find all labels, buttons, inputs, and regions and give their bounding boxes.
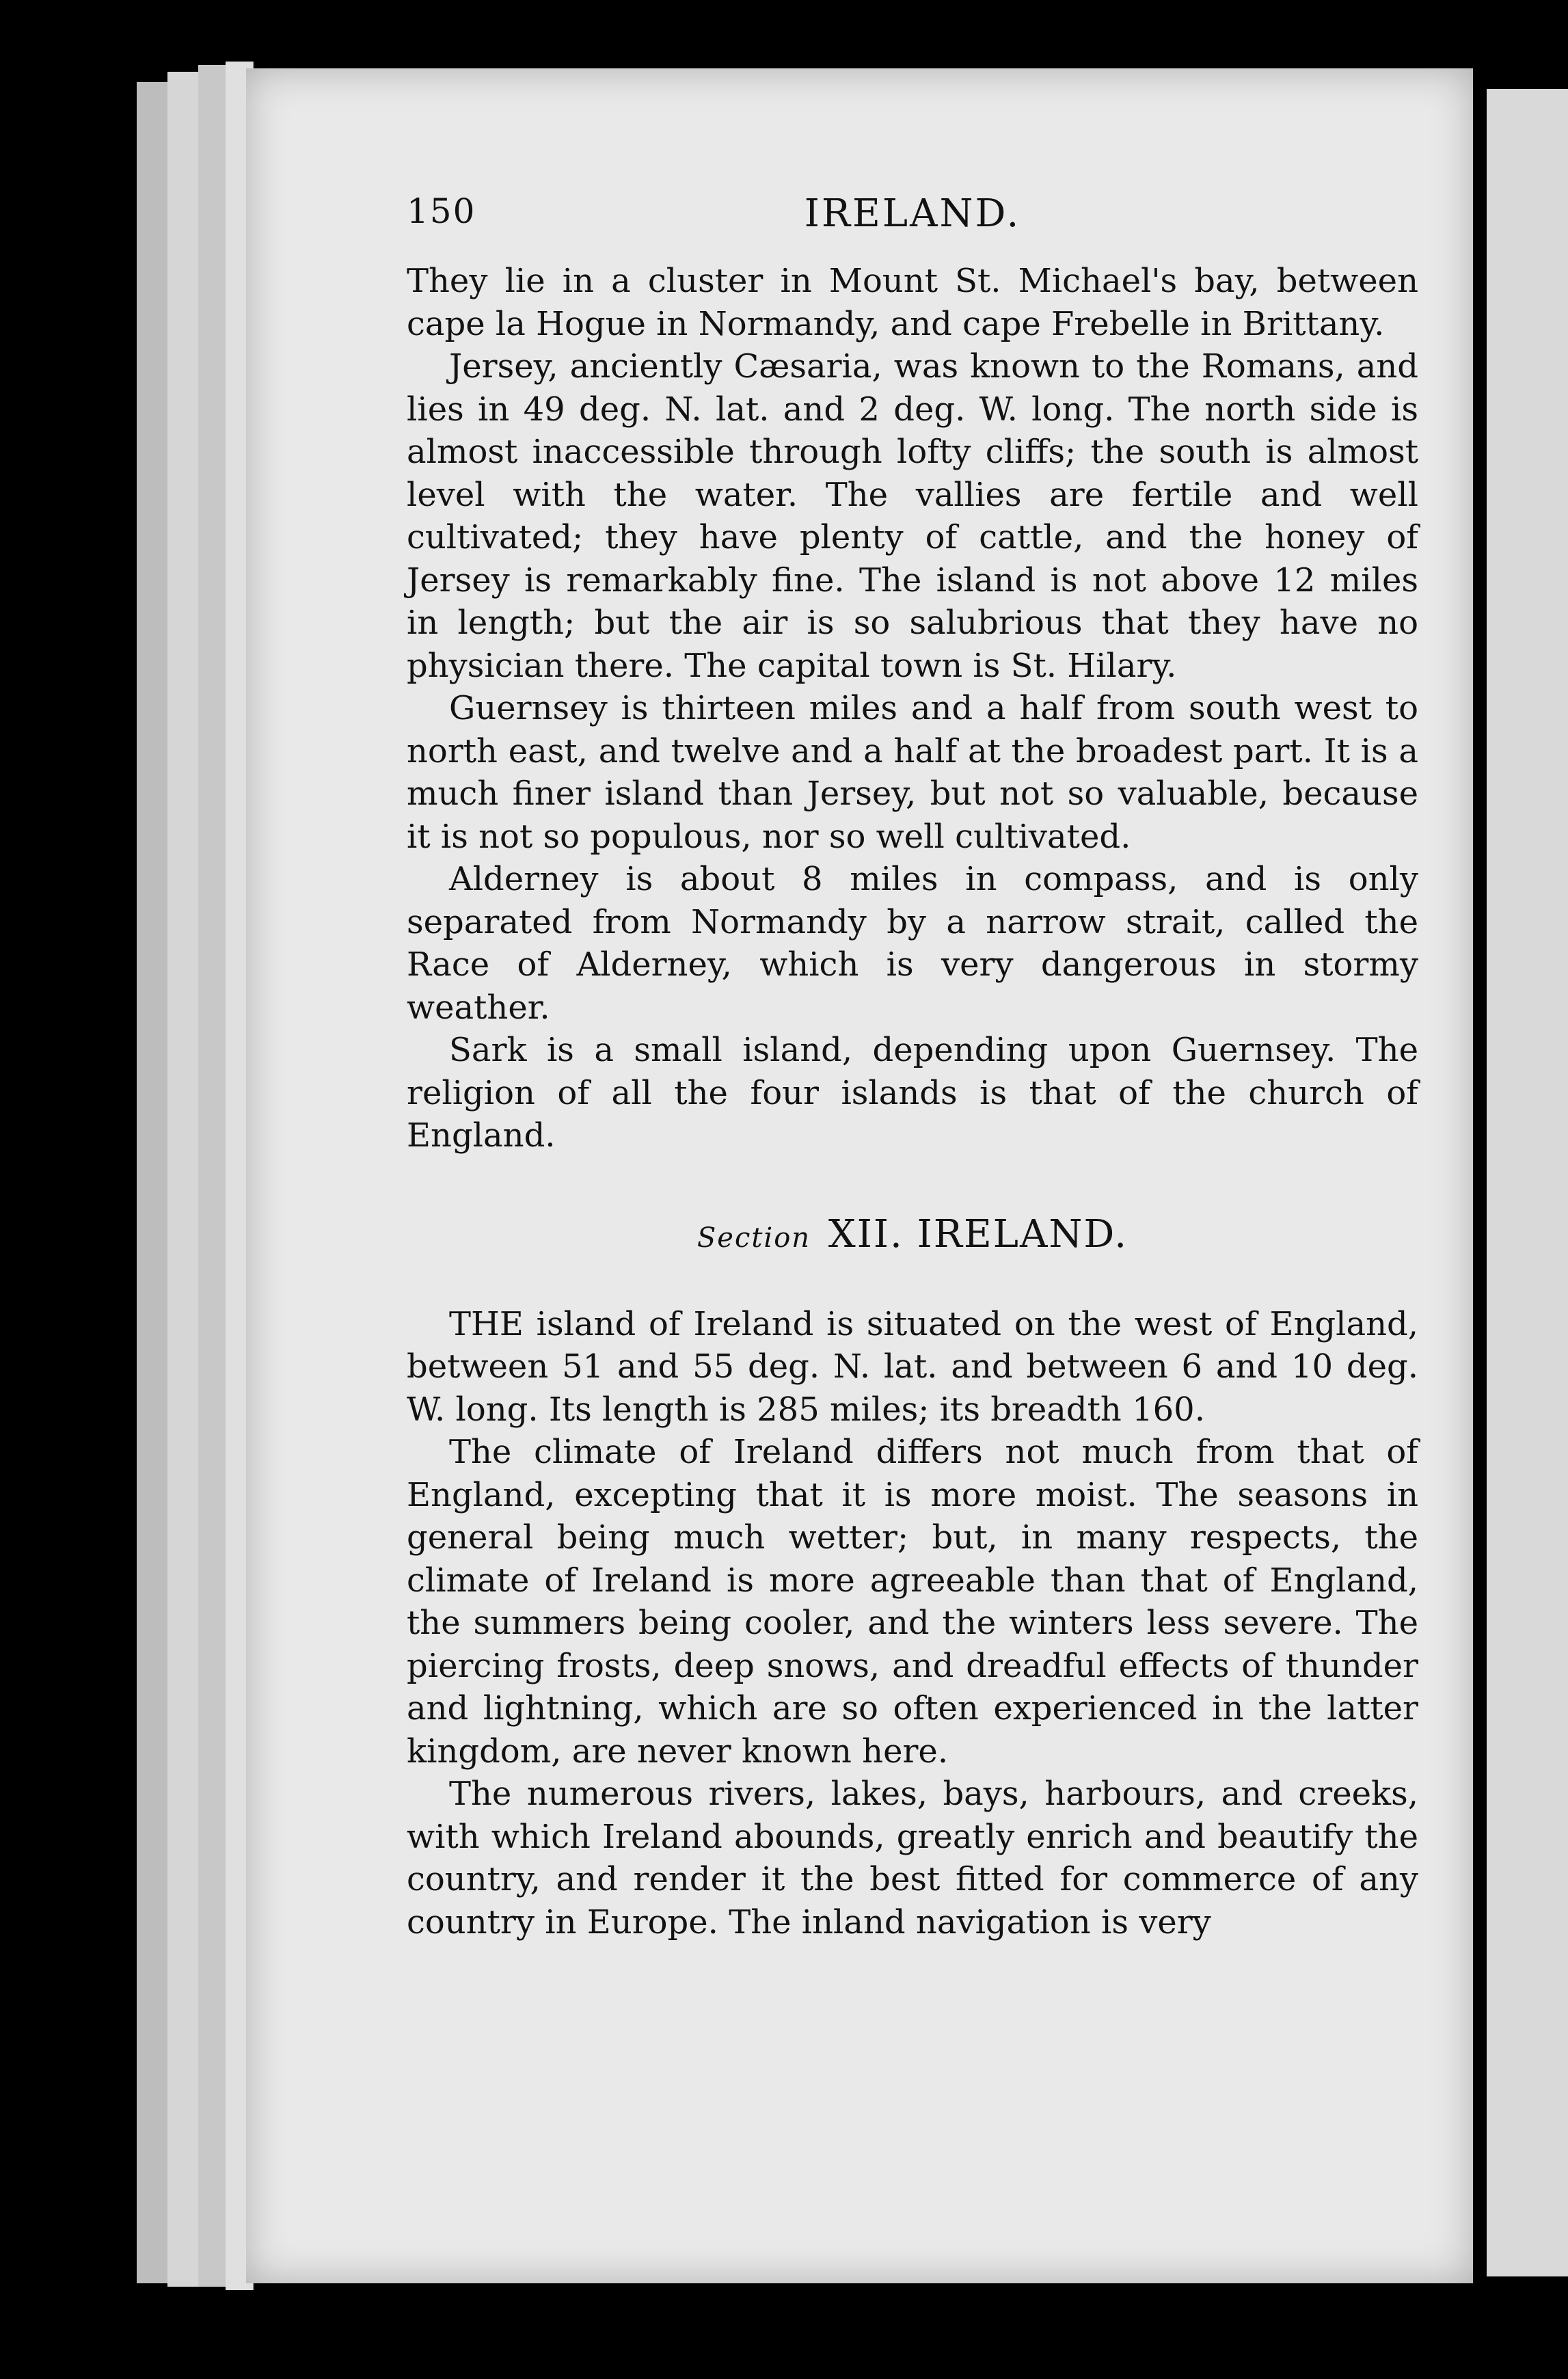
intro-text (407, 260, 1418, 1157)
section-number: XII. (828, 1211, 904, 1256)
section-title: IRELAND. (917, 1211, 1128, 1256)
page-content (407, 191, 1418, 1944)
section-label: Section (697, 1222, 811, 1254)
paragraph: Jersey, anciently Cæsaria, was known to the Romans, and lies in 49 deg. N. lat. and 2 deg. W. long. The north side is almost inaccessible through lofty cliffs; the south is almost level with the water. The vallies are fertile and well cultivated; they have plenty of cattle, and the honey of Jersey is remarkably fine. The island is not above 12 miles in length; but the air is so salubrious that they have no physician there. The capital town is St. Hilary. (407, 347, 1418, 685)
section-heading (407, 1212, 1418, 1256)
paragraph: Alderney is about 8 miles in compass, and is only separated from Normandy by a narrow strait, called the Race of Alderney, which is very dangerous in stormy weather. (407, 860, 1418, 1027)
paragraph: Sark is a small island, depending upon Guernsey. The religion of all the four islands is that of the church of England. (407, 1031, 1418, 1155)
facing-page-edge (1487, 89, 1568, 2276)
book-page (246, 68, 1473, 2283)
running-title: IRELAND. (804, 191, 1021, 236)
section-text (407, 1303, 1418, 1944)
running-head (407, 191, 1418, 260)
page-number: 150 (407, 191, 476, 231)
paragraph: The climate of Ireland differs not much from that of England, excepting that it is more moist. The seasons in general being much wetter; but, in many respects, the climate of Ireland is more agreeable than that of England, the summers being cooler, and the winters less severe. The piercing frosts, deep snows, and dreadful effects of thunder and lightning, which are so often experienced in the latter kingdom, are never known here. (407, 1433, 1418, 1771)
paragraph: They lie in a cluster in Mount St. Michael's bay, between cape la Hogue in Normandy, and cape Frebelle in Brittany. (407, 262, 1418, 343)
paragraph: THE island of Ireland is situated on the west of England, between 51 and 55 deg. N. lat. and between 6 and 10 deg. W. long. Its length is 285 miles; its breadth 160. (407, 1304, 1418, 1429)
paragraph: The numerous rivers, lakes, bays, harbours, and creeks, with which Ireland abounds, greatly enrich and beautify the country, and render it the best fitted for commerce of any country in Europe. The inland navigation is very (407, 1775, 1418, 1941)
paragraph: Guernsey is thirteen miles and a half from south west to north east, and twelve and a half at the broadest part. It is a much finer island than Jersey, but not so valuable, because it is not so populous, nor so well cultivated. (407, 689, 1418, 856)
